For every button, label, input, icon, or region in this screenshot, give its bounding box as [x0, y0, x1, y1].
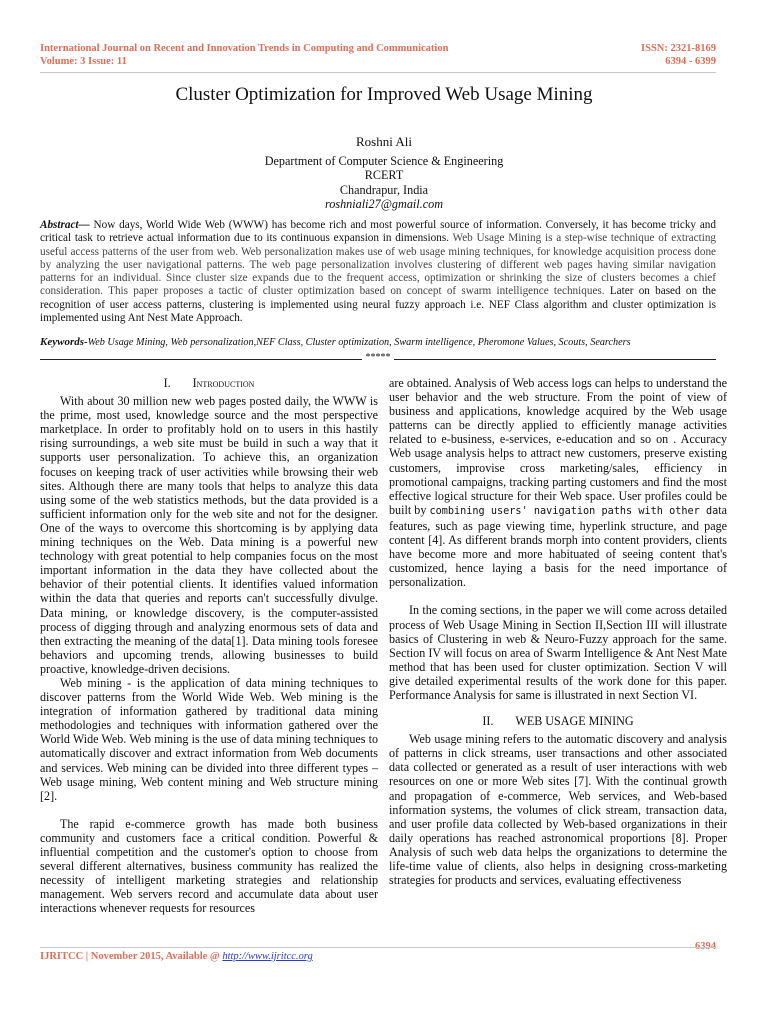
- right-paragraph-1-a: are obtained. Analysis of Web access logs can helps to understand the user behavior and the web structure. From the point of view of business and applications, knowledge acquired by the Web usage patterns can be directly applied to efficiently manage activities related to e-business, e-services, e-education and so on . Accuracy Web usage analysis helps to attract new customers, preserve existing customers, improvise cross marketing/sales, efficiency in promotional campaigns, tracking parting customers and find the most effective logical structure for their Web space. User profiles could be built by: [389, 376, 727, 517]
- author-email: roshniali27@gmail.com: [324, 197, 444, 211]
- footer-divider: [40, 947, 716, 948]
- right-paragraph-1-b: combining users' navigation paths with other da: [429, 505, 719, 517]
- right-column: [389, 376, 727, 887]
- author-department: Department of Computer Science & Engineering: [264, 153, 504, 168]
- author-block: [0, 135, 768, 212]
- right-paragraph-1-c: ta features, such as page viewing time, hyperlink structure, and page content [4]. As different brands morph into content providers, clients have become more and more habituated of seeing content that's customized, hence laying a basis for the need importance of personalization.: [389, 502, 727, 590]
- header-divider: [40, 72, 716, 73]
- page-range: 6394 - 6399: [665, 56, 716, 67]
- intro-paragraph-3: [40, 817, 378, 916]
- abstract-text-2: Web Usage Mining is a step-wise technique of extracting useful access patterns of the user from web. Web personalization makes use of web usage mining techniques, for knowledge acquisition process done by analyzing the user navigational patterns. The web page personalization involves clustering of different web pages having similar navigation patterns for an individual. Since cluster size expands due to the frequent access, optimization or shrinking the size of clusters becomes a chief consideration. This paper proposes a tactic of cluster optimization based on concept of swarm intelligence techniques.: [40, 232, 717, 298]
- section-2-heading: [389, 714, 727, 728]
- author-organization: RCERT: [364, 168, 404, 182]
- intro-paragraph-3-a: The rapid e-commerce growth has made both business community and customers face a critical condition. Powerful & influential competition: [40, 816, 378, 859]
- right-paragraph-1: [389, 376, 727, 589]
- intro-paragraph-3-b: and the customer's option to choose: [159, 845, 349, 859]
- journal-volume: Volume: 3 Issue: 11: [40, 56, 127, 67]
- left-column: [40, 376, 378, 915]
- author-city: Chandrapur, India: [339, 182, 429, 197]
- section-1-title: Introduction: [192, 376, 255, 390]
- keywords-label: Keywords-: [40, 336, 88, 348]
- journal-name: International Journal on Recent and Innovation Trends in Computing and Communication: [40, 43, 449, 54]
- section-2-number: II.: [482, 714, 494, 729]
- section-1-heading: [40, 376, 378, 390]
- separator-line-right: [394, 359, 716, 360]
- keywords: [40, 336, 716, 348]
- abstract-text-1: Now days, World Wide Web (WWW) has become rich and most powerful source of information. Conversely, it has become tricky and critical task to retrieve actual information due to its continuous expansion in dimensions.: [40, 219, 716, 245]
- abstract: [40, 219, 716, 325]
- paper-title: Cluster Optimization for Improved Web Usage Mining: [175, 84, 593, 105]
- intro-paragraph-1: With about 30 million new web pages posted daily, the WWW is the prime, most used, knowledge source and the most perspective marketplace. In order to profitably hold on to users in this hastily rising surroundings, a web site must be build in such a way that it supports user personalization. To achieve this, an organization focuses on keeping track of user activities while browsing their web sites. Although there are many tools that helps to analyze this data using some of the web statistics methods, but the data provided is a sufficient information only for the web site and not for the designer. One of the ways to overcome this shortcoming is by applying data mining techniques on the Web. Data mining is a powerful new technology with great potential to help companies focus on the most important information in the data they have collected about the behavior of their potential clients. It identifies valued information within the data that queries and reports can't successfully divulge. Data mining, or knowledge discovery, is the computer-assisted process of digging through and analyzing enormous sets of data and then extracting the meaning of the data[1]. Data mining tools foresee behaviors and upcoming trends, allowing businesses to build proactive, knowledge-driven decisions.: [40, 394, 378, 676]
- footer: [40, 951, 313, 962]
- issn: ISSN: 2321-8169: [641, 43, 716, 54]
- separator-line-left: [40, 359, 362, 360]
- right-paragraph-3: Web usage mining refers to the automatic discovery and analysis of patterns in click streams, user transactions and other associated data collected or generated as a result of user interactions with web resources on one or more Web sites [7]. With the continual growth and propagation of e-commerce, Web services, and Web-based information systems, the volumes of click stream, transaction data, and user profile data collected by Web-based organizations in their daily operations has reached astronomical proportions [8]. Proper Analysis of such web data helps the organizations to determine the life-time value of clients, also helps in designing cross-marketing strategies for products and services, evaluating effectiveness: [389, 732, 727, 888]
- footer-link[interactable]: http://www.ijritcc.org: [222, 951, 313, 962]
- abstract-text-3: Later on based on the recognition of user access patterns, clustering is implemented using neural fuzzy approach i.e. NEF Class algorithm and cluster optimization is implemented using Ant Nest Mate Approach.: [40, 285, 716, 325]
- section-1-number: I.: [163, 376, 171, 390]
- keywords-text: Web Usage Mining, Web personalization,NEF Class, Cluster optimization, Swarm intelligence, Pheromone Values, Scouts, Searchers: [87, 337, 631, 348]
- author-name: Roshni Ali: [356, 134, 412, 149]
- section-2-title: WEB USAGE MINING: [515, 714, 634, 729]
- right-paragraph-2: In the coming sections, in the paper we will come across detailed process of Web Usage Mining in Section II,Section III will illustrate basics of Clustering in web & Neuro-Fuzzy approach for the same. Section IV will focus on area of Swarm Intelligence & Ant Nest Mate method that has been used for cluster optimization. Section V will give detailed experimental results of the work done for this paper. Performance Analysis for same is illustrated in next Section VI.: [389, 603, 727, 702]
- page-number: 6394: [695, 941, 716, 952]
- intro-paragraph-2: Web mining - is the application of data mining techniques to discover patterns from the World Wide Web. Web mining is the integration of information gathered by traditional data mining methodologies and techniques with information gathered over the World Wide Web. Web mining is the use of data mining techniques to automatically discover and extract information from Web documents and services. Web mining can be divided into three different types – Web usage mining, Web content mining and Web structure mining [2].: [40, 675, 378, 803]
- journal-header: [40, 42, 448, 68]
- separator-stars: *****: [365, 352, 391, 363]
- footer-text: IJRITCC | November 2015, Available @: [40, 951, 223, 962]
- issn-header: [641, 42, 716, 68]
- section-separator: [40, 352, 716, 363]
- intro-paragraph-3-c: from several different alternatives, business community has realized the necessity of intelligent marketing strategies and relationship management. Web servers record and accumulate data about user interactions whenever requests for resources: [40, 845, 378, 916]
- abstract-label: Abstract—: [40, 219, 90, 231]
